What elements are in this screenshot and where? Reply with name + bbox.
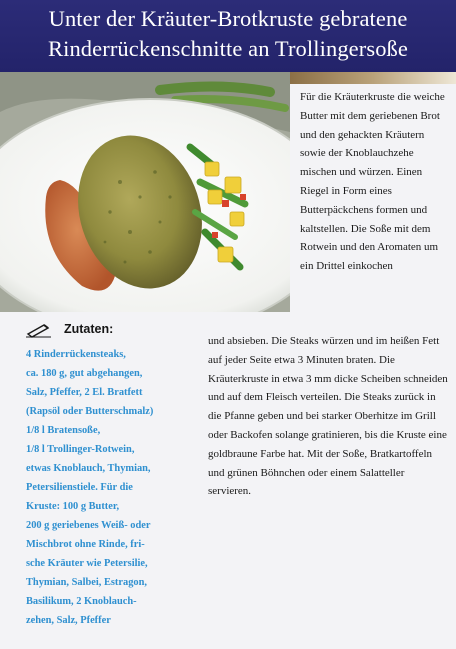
ingredient-line: Salz, Pfeffer, 2 El. Bratfett	[26, 387, 143, 398]
ingredient-line: (Rapsöl oder Butterschmalz)	[26, 406, 154, 417]
ingredients-header	[22, 320, 192, 342]
ingredient-line: ca. 180 g, gut abgehangen,	[26, 368, 143, 379]
method-text-intro: Für die Kräuterkruste die weiche Butter mit dem geriebenen Brot und den gehackten Kräutern sowie der Knoblauchzehe mischen und würzen. Einen Riegel in Form eines Butterpäckchens formen und kaltstellen. Die Soße mit dem Rotwein und den Aromaten um ein Drittel einkochen	[300, 91, 445, 273]
ingredient-line: 4 Rinderrückensteaks,	[26, 349, 126, 360]
ingredient-line: Kruste: 100 g Butter,	[26, 501, 120, 512]
ingredient-line: 1/8 l Trollinger-Rotwein,	[26, 444, 135, 455]
ingredient-line: Petersilienstiele. Für die	[26, 482, 133, 493]
photo-top-strip	[290, 72, 456, 84]
ingredient-line: zehen, Salz, Pfeffer	[26, 615, 111, 626]
pen-icon	[26, 322, 52, 338]
ingredient-line: etwas Knoblauch, Thymian,	[26, 463, 151, 474]
ingredient-line: Basilikum, 2 Knoblauch-	[26, 596, 137, 607]
recipe-title-line-1: Unter der Kräuter-Brotkruste gebratene	[48, 6, 408, 31]
ingredient-line: 1/8 l Bratensoße,	[26, 425, 101, 436]
food-photo-steak-icon	[0, 72, 290, 312]
ingredient-line: Mischbrot ohne Rinde, fri-	[26, 539, 145, 550]
ingredient-line: 200 g geriebenes Weiß- oder	[26, 520, 151, 531]
title-banner	[0, 0, 456, 72]
ingredient-line: sche Kräuter wie Petersilie,	[26, 558, 148, 569]
recipe-title-line-2: Rinderrückenschnitte an Trollingersoße	[48, 36, 408, 61]
recipe-photo	[0, 72, 290, 312]
method-text-continued: und absieben. Die Steaks würzen und im heißen Fett auf jeder Seite etwa 3 Minuten braten. Die Kräuterkruste in etwa 3 mm dicke Scheiben schneiden und auf dem Fleisch verteilen. Die Steaks zurück in die Pfanne geben und bei starker Oberhitze im Grill oder Backofen solange gratinieren, bis die Kruste eine goldbraune Farbe hat. Mit der Soße, Bratkartoffeln und grünen Böhnchen oder einem Salatteller servieren.	[208, 335, 448, 498]
ingredients-heading: Zutaten:	[64, 322, 114, 336]
ingredients-list	[26, 345, 206, 630]
ingredient-line: Thymian, Salbei, Estragon,	[26, 577, 147, 588]
